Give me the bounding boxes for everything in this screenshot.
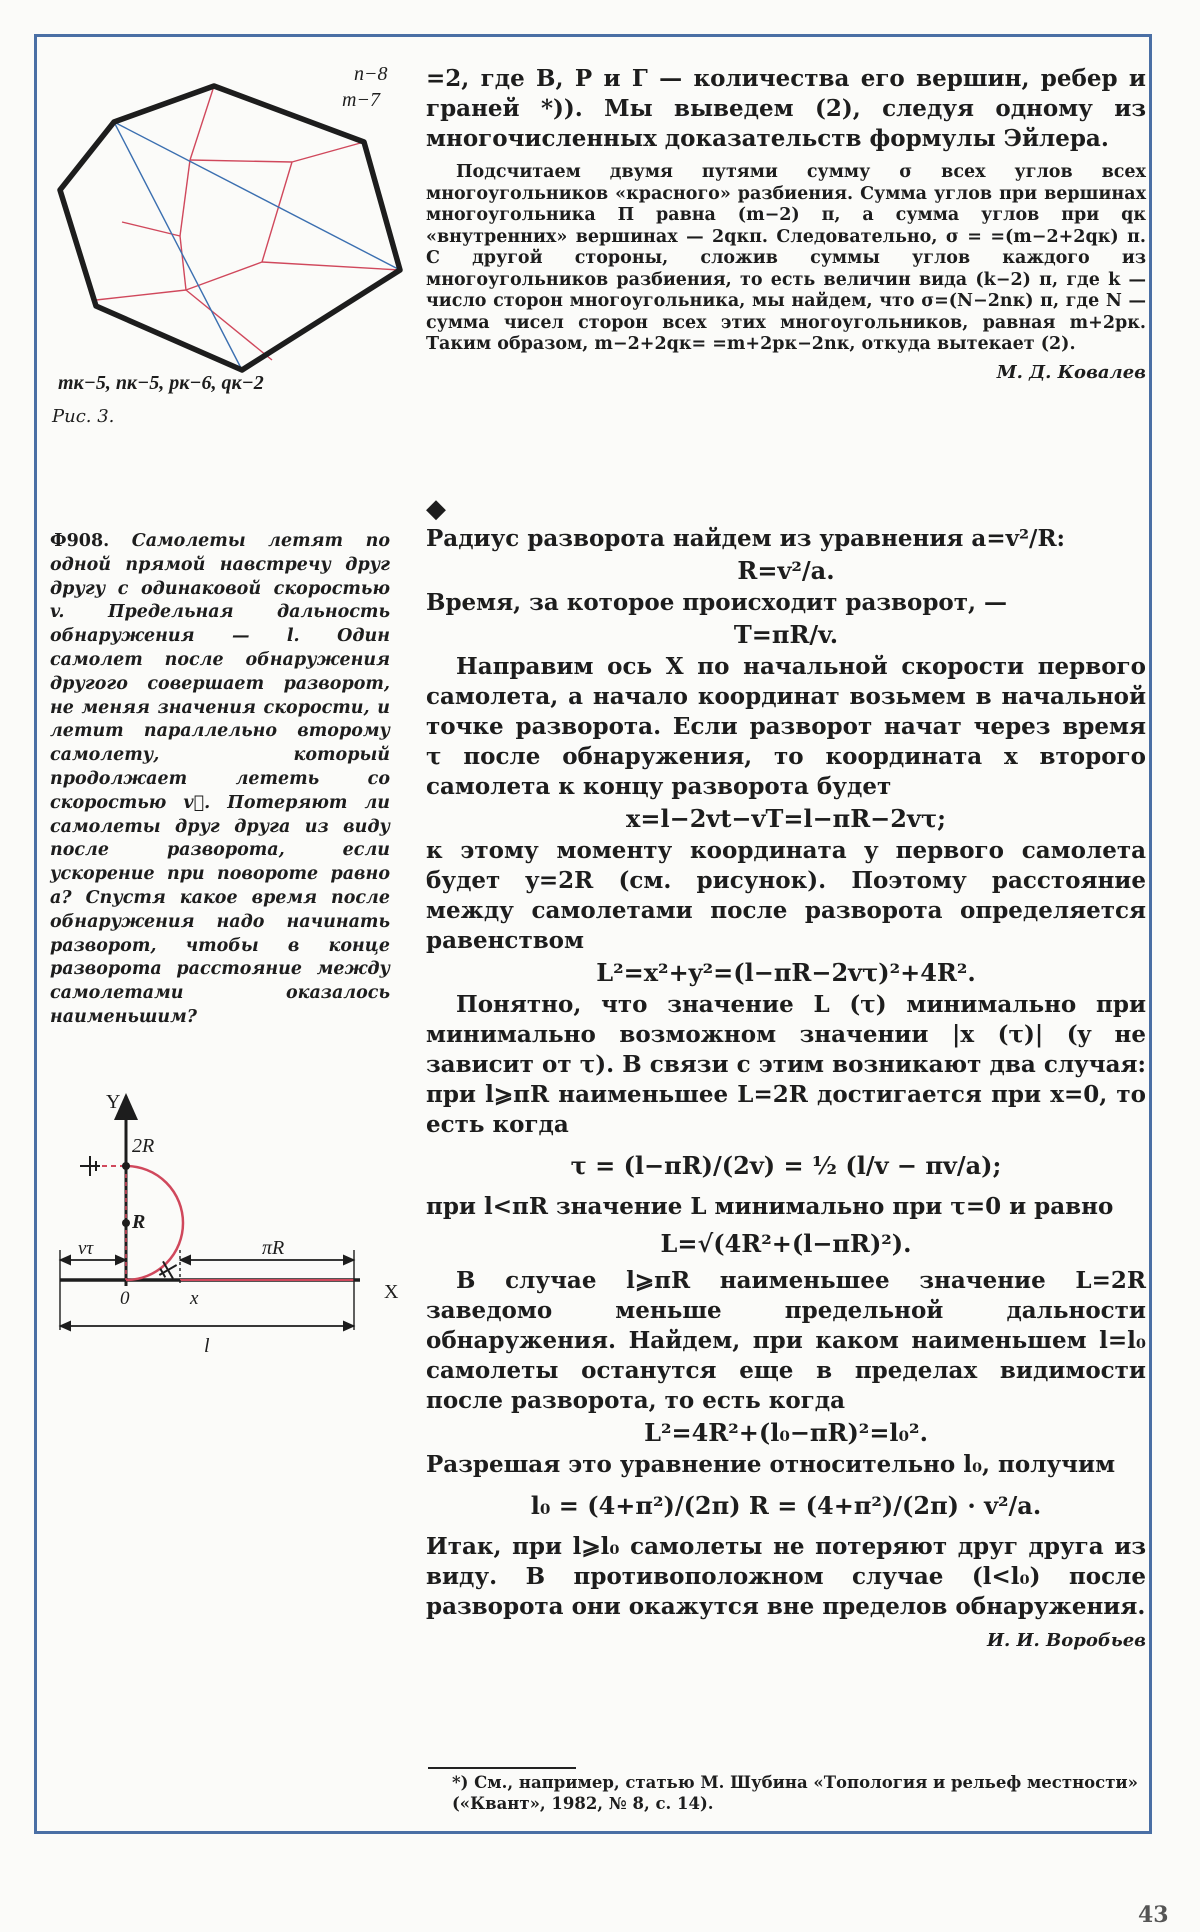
solution-p6: при l<πR значение L минимально при τ=0 и равно [426, 1193, 1114, 1220]
figure-3-caption: Рис. 3. [52, 406, 115, 427]
red-edge [190, 86, 214, 160]
solution-eq8: l₀ = (4+π²)/(2π) R = (4+π²)/(2π) · v²/a. [530, 1491, 1042, 1520]
euler-author: М. Д. Ковалев [996, 361, 1146, 383]
blue-diagonal [114, 122, 242, 370]
solution-marker: ◆ [426, 494, 446, 524]
solution-eq6: L=√(4R²+(l−πR)²). [660, 1229, 912, 1258]
solution-p5: Понятно, что значение L (τ) минимально при минимально возможном значении |x (τ)| (y не зависит от τ). В связи с этим возникают два случая: при l⩾πR наименьшее L=2R достигается при x=0, то есть когда [426, 991, 1146, 1138]
problem-text: Самолеты летят по одной прямой навстречу друг другу с одинаковой скоростью v. Предельная дальность обнаружения — l. Один самолет после обнаружения другого совершает разворот, не меняя значения скорости, и летит параллельно второму самолету, который продолжает лететь со скоростью v⃗. Потеряют ли самолеты друг друга из виду после разворота, если ускорение при повороте равно a? Спустя какое время после обнаружения надо начинать разворот, чтобы в конце разворота расстояние между самолетами оказалось наименьшим? [50, 531, 390, 1027]
solution-author: И. И. Воробьев [986, 1630, 1146, 1651]
solution-p4: к этому моменту координата y первого самолета будет y=2R (см. рисунок). Поэтому расстояние между самолетами после разворота определяется равенством [426, 837, 1146, 954]
solution-eq2: T=πR/v. [733, 620, 839, 649]
label-pir: πR [262, 1237, 285, 1259]
red-edge [262, 262, 400, 270]
red-edge [292, 142, 364, 162]
euler-section [426, 64, 1146, 383]
footnote-divider [428, 1767, 576, 1769]
euler-intro: =2, где В, Р и Г — количества его вершин, ребер и граней *)). Мы выведем (2), следуя одному из многочисленных доказательств формулы Эйлера. [426, 65, 1146, 152]
label-n: n−8 [354, 63, 388, 85]
red-edge [180, 236, 186, 290]
problem-f908 [50, 530, 390, 1030]
red-edge [190, 160, 292, 162]
solution-p2: Время, за которое происходит разворот, — [426, 589, 1008, 616]
solution-eq4: L²=x²+y²=(l−πR−2vτ)²+4R². [596, 958, 976, 987]
label-2r: 2R [132, 1135, 155, 1157]
euler-proof: Подсчитаем двумя путями сумму σ всех углов всех многоугольников «красного» разбиения. Сумма углов при вершинах многоугольника П равна (m−2) π, а сумма углов при qк «внутренних» вершинах — 2qкπ. Следовательно, σ = =(m−2+2qк) π. С другой стороны, сложив суммы углов каждого из многоугольников разбиения, то есть величин вида (k−2) π, где k — число сторон многоугольника, мы найдем, что σ=(N−2nк) π, где N — сумма чисел сторон всех этих многоугольников, равная m+2pк. Таким образом, m−2+2qк= =m+2pк−2nк, откуда вытекает (2). [426, 162, 1146, 354]
solution-p8: Разрешая это уравнение относительно l₀, получим [426, 1451, 1116, 1478]
red-partition [96, 86, 400, 360]
solution-p1: Радиус разворота найдем из уравнения a=v²/R: [426, 525, 1066, 552]
point-2r [122, 1162, 130, 1170]
solution-section [426, 494, 1146, 1651]
label-m: m−7 [342, 89, 380, 111]
y-axis-label: Y [106, 1091, 121, 1113]
solution-eq3: x=l−2vt−vT=l−πR−2vτ; [626, 804, 946, 833]
label-x: x [190, 1288, 199, 1309]
figure-3-params: mк−5, nк−5, pк−6, qк−2 [58, 372, 264, 394]
page-number: 43 [1138, 1902, 1169, 1928]
point-r [122, 1219, 130, 1227]
solution-p3: Направим ось X по начальной скорости первого самолета, а начало координат возьмем в начальной точке разворота. Если разворот начат через время τ после обнаружения, то координата x второго самолета к концу разворота будет [426, 653, 1146, 800]
polygon-outline [60, 86, 400, 370]
red-edge [186, 262, 262, 290]
label-l: l [204, 1335, 210, 1357]
red-edge [96, 290, 186, 300]
turn-diagram [50, 1086, 420, 1406]
figure-3-polygon [50, 60, 410, 390]
solution-eq5: τ = (l−πR)/(2v) = ½ (l/v − πv/a); [570, 1151, 1002, 1180]
problem-number: Ф908. [50, 531, 110, 551]
solution-p7: В случае l⩾πR наименьшее значение L=2R заведомо меньше предельной дальности обнаружения. Найдем, при каком наименьшем l=l₀ самолеты останутся еще в пределах видимости после разворота, то есть когда [426, 1267, 1146, 1414]
x-axis-label: X [384, 1281, 399, 1303]
footnote: *) См., например, статью М. Шубина «Топология и рельеф местности» («Квант», 1982, № 8, с. 14). [452, 1773, 1138, 1813]
solution-p9: Итак, при l⩾l₀ самолеты не потеряют друг друга из виду. В противоположном случае (l<l₀) после разворота они окажутся вне пределов обнаружения. [426, 1533, 1146, 1620]
label-origin: 0 [120, 1288, 130, 1309]
red-edge [180, 160, 190, 236]
label-vtau: vτ [78, 1238, 94, 1259]
plane-icon [80, 1156, 100, 1176]
label-r: R [132, 1211, 146, 1233]
solution-eq7: L²=4R²+(l₀−πR)²=l₀². [644, 1418, 928, 1447]
solution-eq1: R=v²/a. [737, 556, 835, 585]
